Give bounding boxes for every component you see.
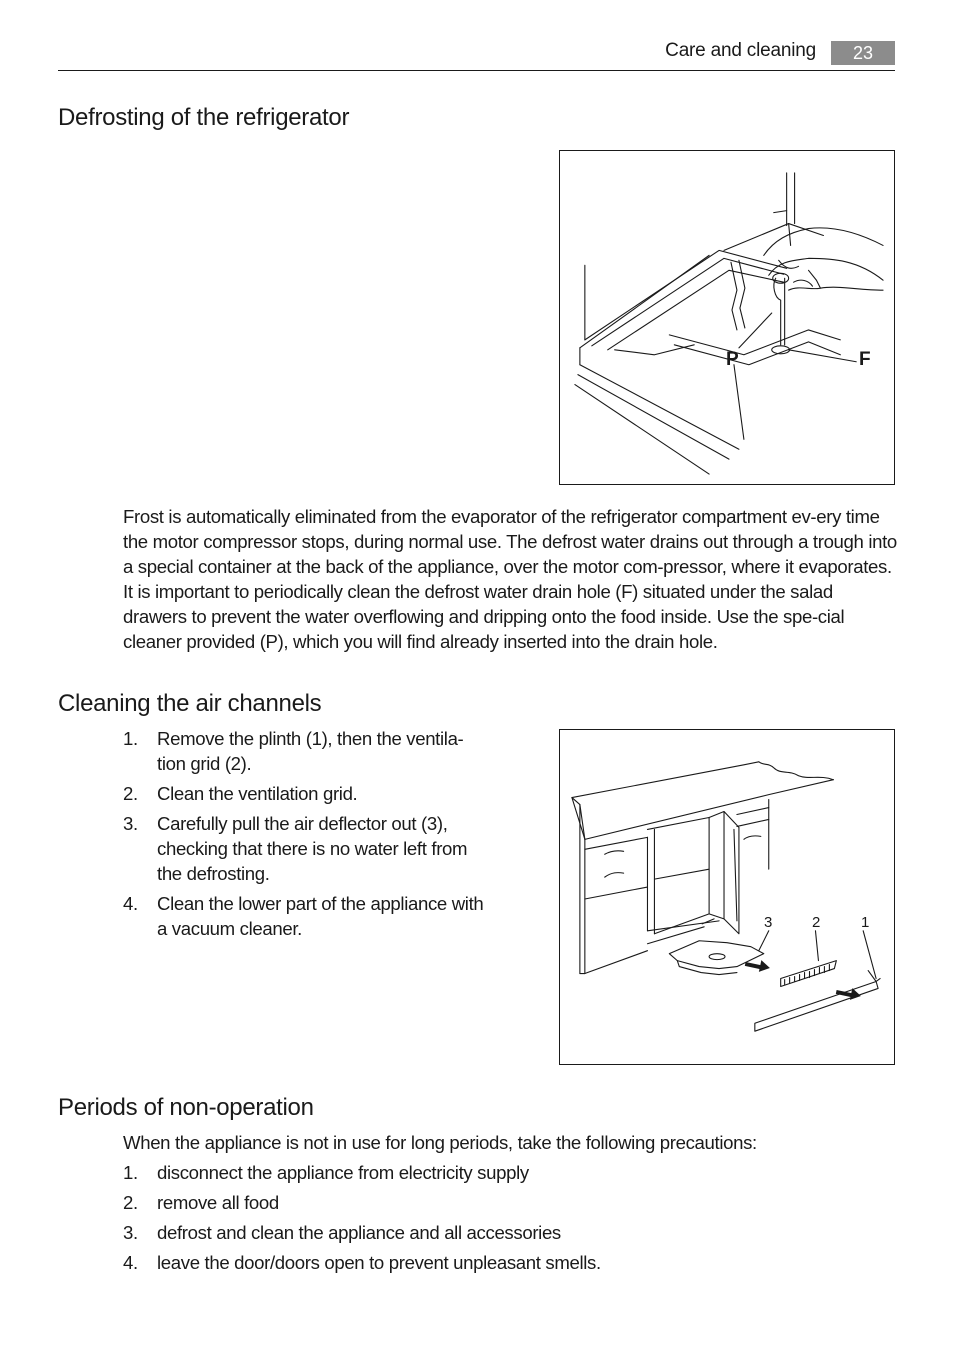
label-2: 2 (812, 914, 821, 931)
list-item-text: leave the door/doors open to prevent unpleasant smells. (157, 1252, 601, 1273)
list-item-line: a vacuum cleaner. (157, 918, 302, 939)
list-item-line: checking that there is no water left from (157, 838, 468, 859)
list-number: 3. (123, 813, 138, 834)
list-item-text: remove all food (157, 1192, 279, 1213)
list-item (123, 811, 523, 886)
list-number: 1. (123, 728, 138, 749)
non-operation-intro: When the appliance is not in use for long periods, take the following precautions: (123, 1132, 757, 1153)
list-item-text: disconnect the appliance from electricity supply (157, 1162, 529, 1183)
list-number: 1. (123, 1162, 138, 1183)
label-1: 1 (861, 914, 870, 931)
list-number: 3. (123, 1222, 138, 1243)
label-3: 3 (764, 914, 773, 931)
running-header-title: Care and cleaning (665, 40, 816, 61)
air-channels-illustration (559, 729, 895, 1065)
list-number: 4. (123, 893, 138, 914)
page-number-badge: 23 (831, 41, 895, 65)
list-item-text: defrost and clean the appliance and all accessories (157, 1222, 561, 1243)
list-item-line: Clean the ventilation grid. (157, 783, 358, 804)
section-title-non-operation: Periods of non-operation (58, 1094, 314, 1121)
label-f: F (859, 349, 871, 370)
list-item-line: the defrosting. (157, 863, 270, 884)
defrost-paragraph-2: It is important to periodically clean the defrost water drain hole (F) situated under the salad drawers to prevent the water overflowing and dripping onto the food inside. Use the spe-cial cleaner provided (P), which you will find already inserted into the drain hole. (123, 581, 845, 652)
list-item (123, 781, 523, 806)
list-number: 2. (123, 1192, 138, 1213)
label-p: P (726, 349, 739, 370)
defrost-paragraph-1: Frost is automatically eliminated from the evaporator of the refrigerator compartment ev-ery time the motor compressor stops, during normal use. The defrost water drains out through a trough into a special container at the back of the appliance, over the motor com-pressor, where it evaporates. (123, 506, 897, 577)
defrost-drain-illustration (559, 150, 895, 485)
list-item (123, 891, 523, 941)
list-item (123, 1190, 898, 1215)
defrost-body (123, 504, 898, 654)
list-number: 4. (123, 1252, 138, 1273)
list-item-line: tion grid (2). (157, 753, 252, 774)
list-item (123, 726, 523, 776)
section-title-air-channels: Cleaning the air channels (58, 690, 322, 717)
list-item (123, 1250, 898, 1275)
section-title-defrosting: Defrosting of the refrigerator (58, 104, 350, 131)
list-item-line: Clean the lower part of the appliance with (157, 893, 484, 914)
list-item (123, 1220, 898, 1245)
list-item (123, 1160, 898, 1185)
header-rule (58, 70, 895, 71)
non-operation-steps (123, 1160, 898, 1275)
air-channels-steps (123, 726, 523, 941)
list-number: 2. (123, 783, 138, 804)
list-item-line: Remove the plinth (1), then the ventila- (157, 728, 464, 749)
list-item-line: Carefully pull the air deflector out (3), (157, 813, 448, 834)
